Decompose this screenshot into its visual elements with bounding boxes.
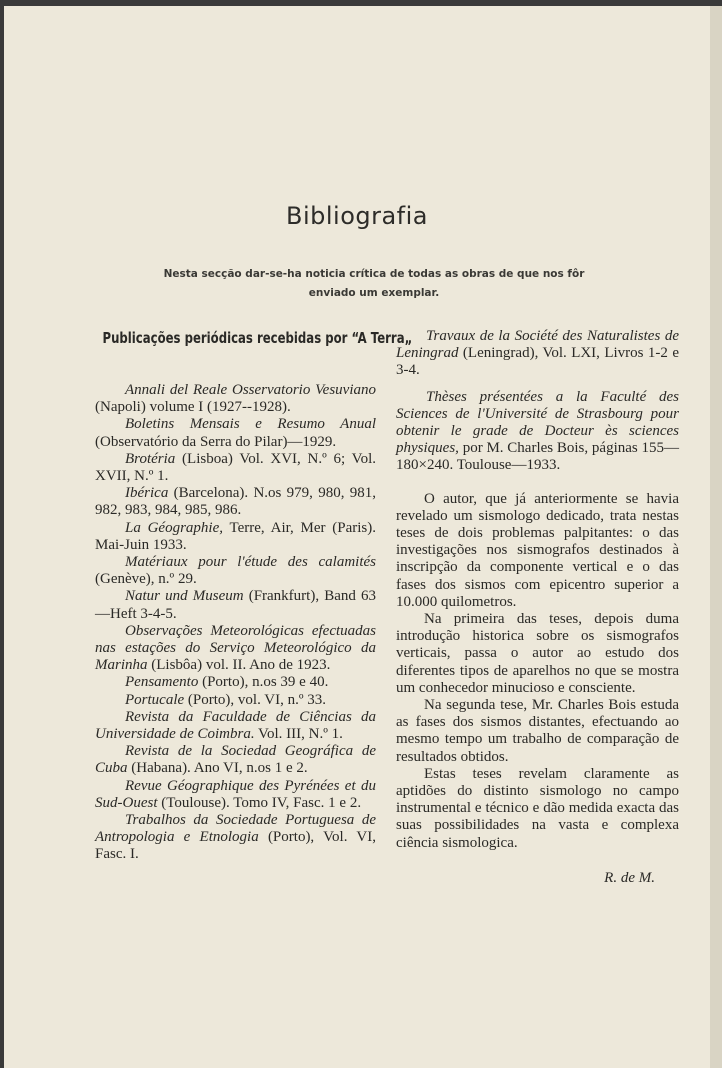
- periodicals-list: [95, 382, 376, 864]
- bibliography-entry: [95, 520, 376, 554]
- bibliography-entry: [95, 674, 376, 691]
- entry-title: Matériaux pour l'étude des calamités: [125, 554, 376, 571]
- page-edge: [710, 6, 722, 1068]
- entry-details: (Porto), vol. VI, n.º 33.: [184, 691, 327, 708]
- bibliography-entry: [95, 743, 376, 777]
- entry-details: Vol. III, N.º 1.: [254, 726, 343, 743]
- section-heading: Publicações periódicas recebidas por “A Terra„: [102, 329, 413, 347]
- bibliography-entry: [95, 588, 376, 622]
- review-paragraph: Na primeira das teses, depois duma introdução historica sobre os sismografos verticais, passa o autor ao estudo dos diferentes tipos de aparelhos no que se mostra um conhecedor minucioso e consciente.: [396, 611, 679, 696]
- entry-details: (Porto), Vol. VI, Fasc. I.: [95, 829, 376, 863]
- section-note: Nesta secção dar-se-ha noticia crítica de todas as obras de que nos fôr enviado um exemplar.: [163, 268, 585, 299]
- entry-details: Terre, Air, Mer (Paris). Mai-Juin 1933.: [95, 519, 377, 553]
- entry-details: (Genève), n.º 29.: [95, 571, 197, 588]
- entry-title: Thèses présentées a la Faculté des Sciences de l'Université de Strasbourg pour obtenir le grade de Docteur ès sciences physiques,: [396, 388, 679, 457]
- bibliography-entry: [396, 328, 679, 380]
- bibliography-entry: [95, 692, 376, 709]
- entry-title: Natur und Museum: [125, 588, 244, 605]
- page-title: Bibliografia: [285, 202, 429, 230]
- entry-title: Brotéria: [125, 450, 176, 467]
- entry-title: Revue Géographique des Pyrénées et du Sud-Ouest: [95, 777, 376, 811]
- entry-details: (Habana). Ano VI, n.os 1 e 2.: [127, 760, 308, 777]
- left-column: [95, 328, 413, 864]
- entry-title: Portucale: [125, 691, 185, 708]
- entry-details: (Lisbôa) vol. II. Ano de 1923.: [147, 657, 331, 674]
- entry-title: Ibérica: [125, 485, 169, 502]
- entry-details: por M. Charles Bois, páginas 155—180×240. Toulouse—1933.: [396, 440, 679, 474]
- bibliography-entry: [95, 623, 376, 675]
- entry-title: La Géographie,: [125, 519, 224, 536]
- bibliography-entry: [95, 778, 376, 812]
- review-paragraph: Na segunda tese, Mr. Charles Bois estuda as fases dos sismos distantes, efectuando ao mesmo tempo um trabalho de comparação de resultados obtidos.: [396, 697, 679, 765]
- bibliography-entry: [95, 709, 376, 743]
- right-column: [396, 328, 679, 887]
- entry-details: (Porto), n.os 39 e 40.: [198, 674, 329, 691]
- entry-details: (Lisboa) Vol. XVI, N.º 6; Vol. XVII, N.º 1.: [95, 450, 376, 485]
- review-signature: R. de M.: [604, 869, 655, 886]
- entry-title: Revista da Faculdade de Ciências da Universidade de Coimbra.: [95, 708, 376, 743]
- bibliography-entry: [396, 389, 679, 475]
- entry-title: Trabalhos da Sociedade Portuguesa de Antropologia e Etnologia: [95, 812, 376, 846]
- entry-details: (Observatório da Serra do Pilar)—1929.: [95, 433, 337, 450]
- bibliography-entry: [95, 451, 376, 485]
- entry-details: (Napoli) volume I (1927--1928).: [95, 399, 291, 416]
- bibliography-entry: [95, 382, 376, 416]
- entry-title: Annali del Reale Osservatorio Vesuviano: [125, 382, 376, 398]
- entry-details: (Frankfurt), Band 63—Heft 3-4-5.: [95, 588, 376, 622]
- entry-title: Pensamento: [125, 674, 199, 691]
- review-paragraph: Estas teses revelam claramente as aptidões do distinto sismologo no campo instrumental e técnico e dão medida exacta das suas possibilidades na vasta e complexa ciência sismologica.: [396, 765, 679, 851]
- entry-details: (Toulouse). Tomo IV, Fasc. 1 e 2.: [157, 794, 362, 811]
- review-text: [396, 491, 679, 852]
- entry-details: (Barcelona). N.os 979, 980, 981, 982, 983, 984, 985, 986.: [95, 485, 376, 519]
- entry-title: Boletins Mensais e Resumo Anual: [125, 416, 376, 433]
- bibliography-entry: [95, 812, 376, 864]
- entry-title: Observações Meteorológicas efectuadas nas estações do Serviço Meteorológico da Marinha: [95, 622, 376, 674]
- entry-title: Travaux de la Société des Naturalistes de Leningrad: [396, 328, 679, 362]
- bibliography-entry: [95, 554, 376, 588]
- entry-title: Revista de la Sociedad Geográfica de Cuba: [95, 743, 376, 777]
- publications-list: [396, 328, 679, 475]
- entry-details: (Leningrad), Vol. LXI, Livros 1-2 e 3-4.: [396, 345, 679, 379]
- bibliography-entry: [95, 485, 376, 519]
- document-page: [4, 6, 710, 1068]
- bibliography-entry: [95, 416, 376, 450]
- review-paragraph: O autor, que já anteriormente se havia revelado um sismologo dedicado, trata nestas teses de dois problemas palpitantes: o das investigações nos sismografos destinados à inscripção da componente vertical e o das fases dos sismos com epicentro superior a 10.000 quilometros.: [396, 490, 679, 610]
